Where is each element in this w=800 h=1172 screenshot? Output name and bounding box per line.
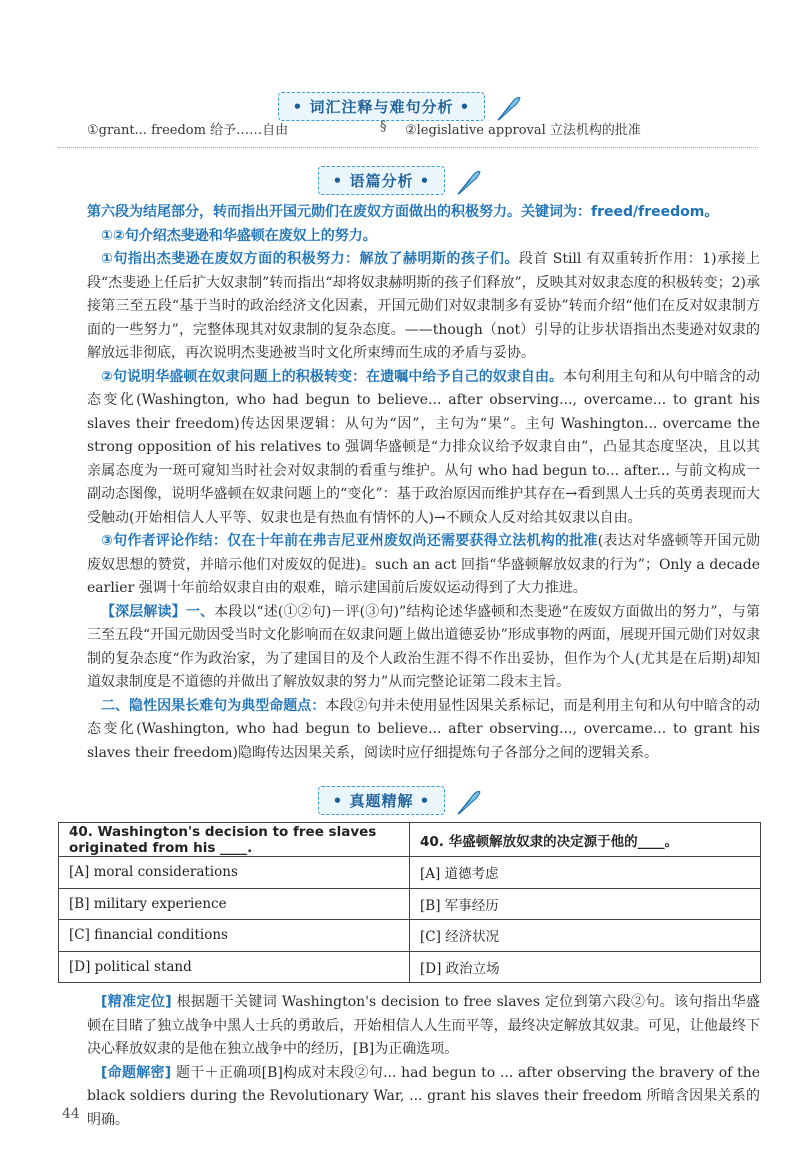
analysis-p6: 二、隐性因果长难句为典型命题点：本段②句并未使用显性因果关系标记，而是利用主句和从句中暗含的动态变化(Washington, who had begun to believe... after observing..., overcame... to grant his slaves their freedom)隐晦传达因果关系，阅读时应仔细提炼句子各部分之间的逻辑关系。: [87, 697, 761, 761]
table-row: [59, 857, 761, 889]
quill-icon: [494, 94, 522, 122]
table-row: [59, 920, 761, 952]
question-en: 40. Washington's decision to free slaves originated from his ____.: [59, 823, 410, 857]
analysis-section-header: [0, 166, 800, 196]
analysis-intro: 第六段为结尾部分，转而指出开国元勋们在废奴方面做出的积极努力。关键词为：freed/freedom。: [87, 204, 719, 220]
vocab-notes: [87, 119, 757, 138]
quill-icon: [454, 168, 482, 196]
table-row: [59, 951, 761, 983]
table-row: [59, 888, 761, 920]
vocab-note-2: ②legislative approval 立法机构的批准: [405, 123, 641, 138]
analysis-p4: ③句作者评论作结：仅在十年前在弗吉尼亚州废奴尚还需要获得立法机构的批准(表达对华盛顿等开国元勋废奴思想的赞赏，并暗示他们对废奴的促进)。such an act 回指“华盛顿解放奴隶的行为”；Only a decade earlier 强调十年前给奴隶自由的艰难，暗示建国前后废奴运动得到了大力推进。: [87, 533, 760, 596]
section-mark: §: [380, 119, 387, 134]
option-zh: [C] 经济状况: [410, 920, 761, 952]
analysis-p2: ①句指出杰斐逊在废奴方面的积极努力：解放了赫明斯的孩子们。段首 Still 有双重转折作用：1)承接上段“杰斐逊上任后扩大奴隶制”转而指出“却将奴隶赫明斯的孩子们释放”，反映其对奴隶态度的积极转变；2)承接第三至五段“基于当时的政治经济文化因素，开国元勋们对奴隶制多有妥协”转而介绍“他们在反对奴隶制方面的一些努力”，完整体现其对奴隶制的复杂态度。——though（not）引导的让步状语指出杰斐逊对奴隶的解放远非彻底，再次说明杰斐逊被当时文化所束缚而生成的矛盾与妥协。: [87, 251, 760, 361]
question-zh: 40. 华盛顿解放奴隶的决定源于他的____。: [410, 823, 761, 857]
question-section-header: [0, 786, 800, 816]
analysis-p5: 【深层解读】一、本段以“述(①②句)－评(③句)”结构论述华盛顿和杰斐逊“在废奴方面做出的努力”，与第三至五段“开国元勋因受当时文化影响而在奴隶问题上做出道德妥协”形成事物的两面，展现开国元勋们对奴隶制的复杂态度“作为政治家，为了建国目的及个人政治生涯不得不作出妥协，但作为个人(尤其是在后期)却知道奴隶制度是不道德的并做出了解放奴隶的努力”从而完整论证第二段末主旨。: [87, 603, 760, 690]
option-zh: [A] 道德考虑: [410, 857, 761, 889]
decode-paragraph: [命题解密] 题干＋正确项[B]构成对末段②句... had begun to ... after observing the bravery of the black soldiers during the Revolutionary War, ... grant his slaves their freedom 所暗含因果关系的明确。: [87, 1064, 760, 1128]
answer-explanation: [87, 991, 760, 1132]
divider: [58, 147, 758, 148]
option-en: [B] military experience: [59, 888, 410, 920]
quill-icon: [454, 788, 482, 816]
analysis-body: [87, 201, 760, 765]
analysis-p1: ①②句介绍杰斐逊和华盛顿在废奴上的努力。: [101, 227, 377, 244]
analysis-section-title: • 语篇分析 •: [318, 166, 446, 195]
vocab-note-1: ①grant... freedom 给予……自由: [87, 123, 289, 138]
vocab-section-header: [0, 92, 800, 122]
option-en: [C] financial conditions: [59, 920, 410, 952]
option-en: [D] political stand: [59, 951, 410, 983]
page-number: 44: [62, 1106, 80, 1122]
option-zh: [B] 军事经历: [410, 888, 761, 920]
table-header-row: [59, 823, 761, 857]
question-table: [58, 822, 761, 983]
option-zh: [D] 政治立场: [410, 951, 761, 983]
analysis-p3: ②句说明华盛顿在奴隶问题上的积极转变：在遗嘱中给予自己的奴隶自由。本句利用主句和从句中暗含的动态变化(Washington, who had begun to believe... after observing..., overcame... to grant his slaves their freedom)传达因果逻辑：从句为“因”，主句为“果”。主句 Washington... overcame the strong opposition of his relatives to 强调华盛顿是“力排众议给予奴隶自由”，凸显其态度坚决，且以其亲属态度为一斑可窥知当时社会对奴隶制的看重与维护。从句 who had begun to... after... 与前文构成一副动态图像，说明华盛顿在奴隶问题上的“变化”：基于政治原因而维护其存在→看到黑人士兵的英勇表现而大受触动(开始相信人人平等、奴隶也是有热血有情怀的人)→不顾众人反对给其奴隶以自由。: [87, 368, 760, 526]
question-section-title: • 真题精解 •: [318, 786, 446, 815]
option-en: [A] moral considerations: [59, 857, 410, 889]
locate-paragraph: [精准定位] 根据题干关键词 Washington's decision to free slaves 定位到第六段②句。该句指出华盛顿在目睹了独立战争中黑人士兵的勇敢后，开始相信人人生而平等，最终决定解放其奴隶。可见，让他最终下决心释放奴隶的是他在独立战争中的经历，[B]为正确选项。: [87, 994, 761, 1057]
vocab-section-title: • 词汇注释与难句分析 •: [278, 92, 486, 121]
